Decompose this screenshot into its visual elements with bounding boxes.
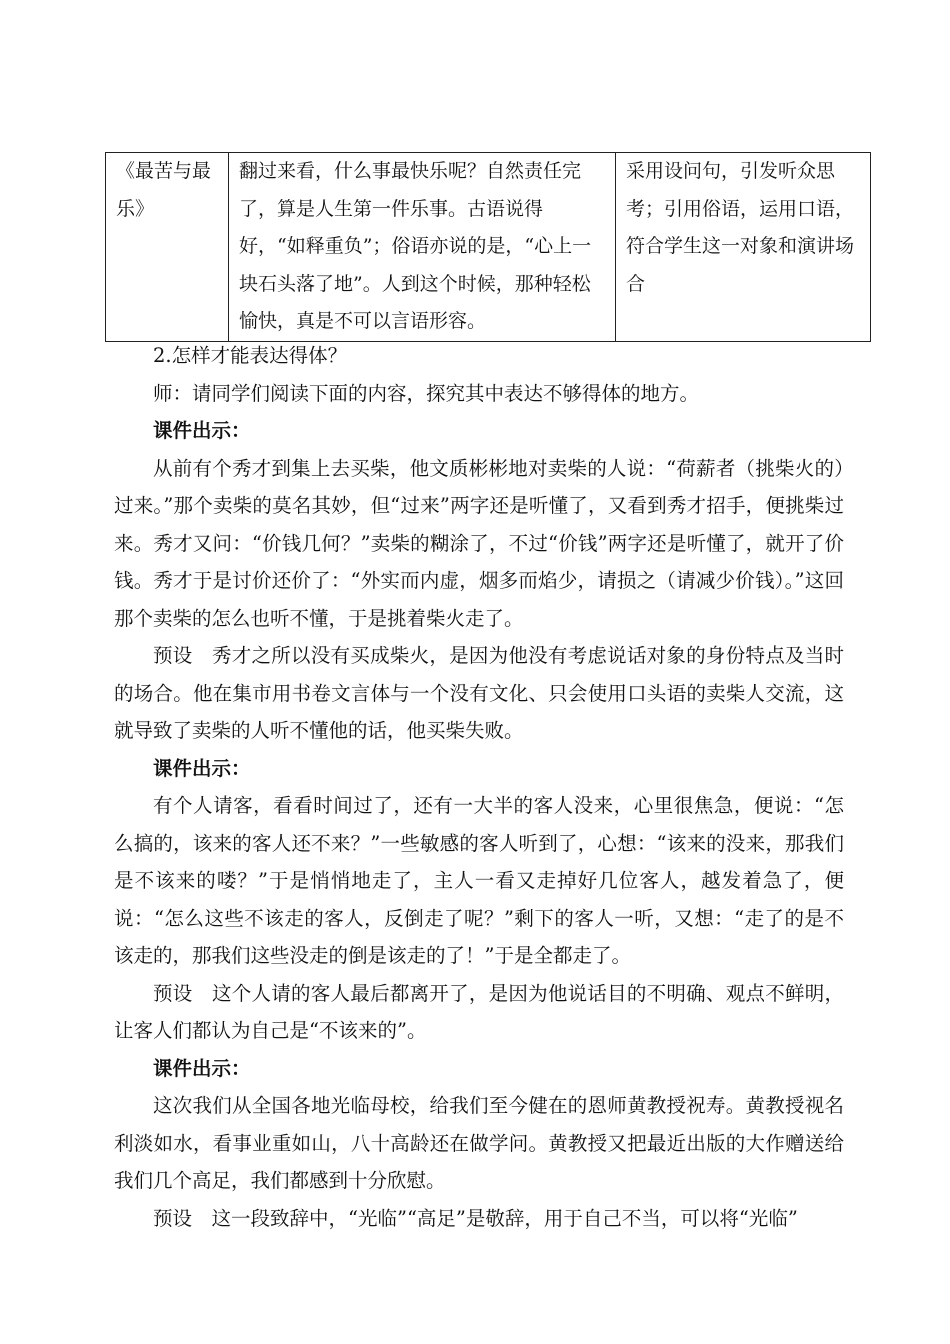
courseware-label: 课件出示： xyxy=(153,1056,251,1080)
preset-label: 预设 xyxy=(153,981,193,1005)
table-cell-title: 《最苦与最乐》 xyxy=(106,153,229,342)
preset-paragraph xyxy=(114,975,844,1050)
preset-text: 这一段致辞中，“光临”“高足”是敬辞，用于自己不当，可以将“光临” xyxy=(211,1206,798,1230)
preset-text: 秀才之所以没有买成柴火，是因为他没有考虑说话对象的身份特点及当时的场合。他在集市用书卷文言体与一个没有文化、只会使用口头语的卖柴人交流，这就导致了卖柴的人听不懂他的话，他买柴失败。 xyxy=(114,644,844,742)
teacher-line: 师：请同学们阅读下面的内容，探究其中表达不够得体的地方。 xyxy=(153,381,700,405)
courseware-label: 课件出示： xyxy=(153,419,251,442)
body-text xyxy=(114,337,844,1237)
courseware-label: 课件出示： xyxy=(153,756,251,780)
section-heading: 2.怎样才能表达得体？ xyxy=(153,344,348,367)
preset-label: 预设 xyxy=(153,1206,193,1230)
table-cell-analysis: 采用设问句，引发听众思考；引用俗语，运用口语，符合学生这一对象和演讲场合 xyxy=(616,153,871,342)
preset-paragraph xyxy=(114,637,844,750)
story-paragraph: 有个人请客，看看时间过了，还有一大半的客人没来，心里很焦急，便说：“怎么搞的，该来的客人还不来？”一些敏感的客人听到了，心想：“该来的没来，那我们是不该来的喽？”于是悄悄地走了，主人一看又走掉好几位客人，越发着急了，便说：“怎么这些不该走的客人，反倒走了呢？”剩下的客人一听，又想：“走了的是不该走的，那我们这些没走的倒是该走的了！”于是全都走了。 xyxy=(114,794,844,967)
preset-paragraph xyxy=(114,1200,844,1238)
table-row xyxy=(106,153,871,342)
preset-text: 这个人请的客人最后都离开了，是因为他说话目的不明确、观点不鲜明，让客人们都认为自己是“不该来的”。 xyxy=(114,981,844,1042)
story-paragraph: 从前有个秀才到集上去买柴，他文质彬彬地对卖柴的人说：“荷薪者（挑柴火的）过来。”那个卖柴的莫名其妙，但“过来”两字还是听懂了，又看到秀才招手，便挑柴过来。秀才又问：“价钱几何？”卖柴的糊涂了，不过“价钱”两字还是听懂了，就开了价钱。秀才于是讨价还价了：“外实而内虚，烟多而焰少，请损之（请减少价钱）。”这回那个卖柴的怎么也听不懂，于是挑着柴火走了。 xyxy=(114,456,844,630)
preset-label: 预设 xyxy=(153,644,193,667)
table-cell-excerpt: 翻过来看，什么事最快乐呢？自然责任完了，算是人生第一件乐事。古语说得好，“如释重负”；俗语亦说的是，“心上一块石头落了地”。人到这个时候，那种轻松愉快，真是不可以言语形容。 xyxy=(229,153,616,342)
example-table xyxy=(105,152,871,342)
story-paragraph: 这次我们从全国各地光临母校，给我们至今健在的恩师黄教授祝寿。黄教授视名利淡如水，看事业重如山，八十高龄还在做学问。黄教授又把最近出版的大作赠送给我们几个高足，我们都感到十分欣慰。 xyxy=(114,1094,844,1192)
